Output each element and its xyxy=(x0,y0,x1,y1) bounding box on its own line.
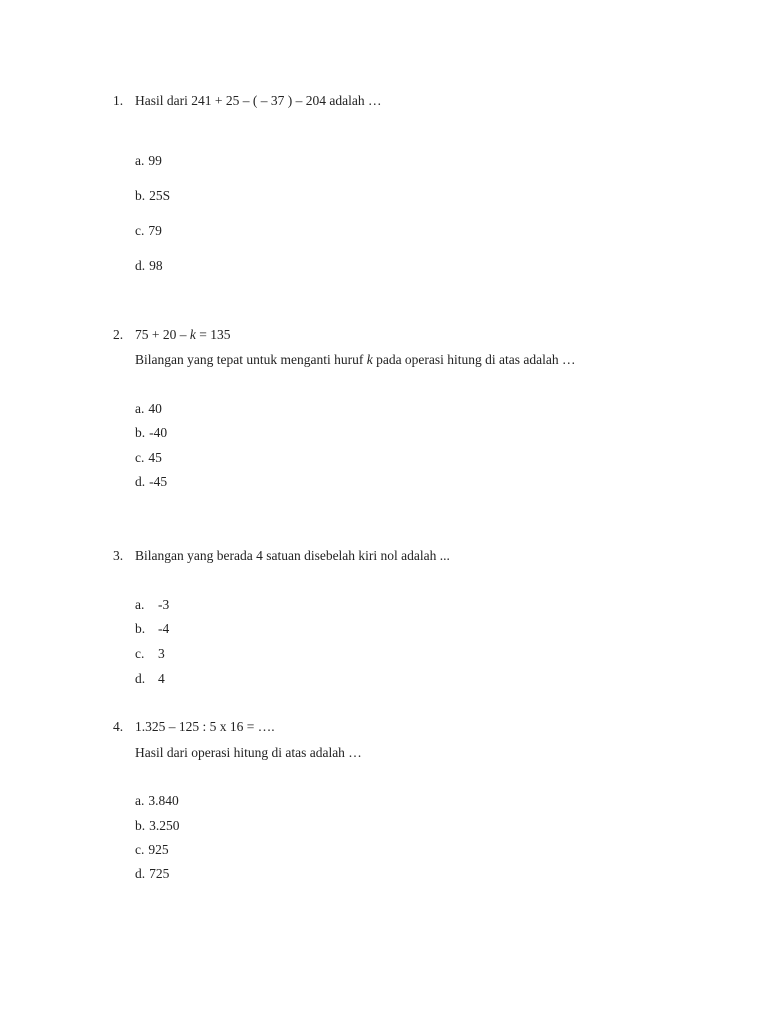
option-letter: a. xyxy=(135,597,145,612)
option-letter: c. xyxy=(135,223,145,238)
equation-pre: 75 + 20 – xyxy=(135,327,190,342)
question-text xyxy=(135,352,576,368)
equation-variable: k xyxy=(189,327,196,342)
option-text: -45 xyxy=(149,474,168,489)
text-post: pada operasi hitung di atas adalah … xyxy=(372,352,576,367)
option-a xyxy=(135,401,162,417)
option-letter: a. xyxy=(135,153,145,168)
question-equation xyxy=(135,327,231,343)
option-b xyxy=(135,188,170,204)
option-text: -4 xyxy=(158,621,170,636)
option-a xyxy=(135,597,169,613)
option-letter: a. xyxy=(135,793,145,808)
option-text: -40 xyxy=(149,425,168,440)
option-letter: b. xyxy=(135,818,146,833)
option-letter: d. xyxy=(135,258,146,273)
option-text: 925 xyxy=(148,842,169,857)
option-letter: d. xyxy=(135,671,146,686)
question-text: Bilangan yang berada 4 satuan disebelah kiri nol adalah ... xyxy=(135,548,450,563)
option-text: 3.250 xyxy=(149,818,180,833)
option-b xyxy=(135,818,180,834)
question-number: 3. xyxy=(113,548,124,563)
option-letter: d. xyxy=(135,474,146,489)
option-text: 99 xyxy=(148,153,162,168)
option-text: 725 xyxy=(149,866,170,881)
option-letter: b. xyxy=(135,425,146,440)
option-b xyxy=(135,621,169,637)
option-d xyxy=(135,474,167,490)
question-text: Hasil dari 241 + 25 – ( – 37 ) – 204 adalah … xyxy=(135,93,382,108)
option-a xyxy=(135,793,179,809)
option-d xyxy=(135,866,169,882)
text-variable: k xyxy=(366,352,373,367)
option-text: 45 xyxy=(148,450,162,465)
question-text: Hasil dari operasi hitung di atas adalah … xyxy=(135,745,362,760)
option-letter: c. xyxy=(135,646,145,661)
question-number: 4. xyxy=(113,719,124,734)
question-number: 2. xyxy=(113,327,124,342)
option-b xyxy=(135,425,167,441)
option-letter: c. xyxy=(135,842,145,857)
option-c xyxy=(135,646,165,662)
option-c xyxy=(135,223,162,239)
option-text: 3.840 xyxy=(148,793,179,808)
option-text: 79 xyxy=(148,223,162,238)
question-equation: 1.325 – 125 : 5 x 16 = …. xyxy=(135,719,275,734)
option-letter: c. xyxy=(135,450,145,465)
option-text: 3 xyxy=(158,646,165,661)
option-letter: b. xyxy=(135,188,146,203)
option-text: 40 xyxy=(148,401,162,416)
option-a xyxy=(135,153,162,169)
option-text: 25S xyxy=(149,188,171,203)
option-text: -3 xyxy=(158,597,170,612)
option-c xyxy=(135,450,162,466)
question-number: 1. xyxy=(113,93,124,108)
text-pre: Bilangan yang tepat untuk menganti huruf xyxy=(135,352,367,367)
equation-post: = 135 xyxy=(195,327,231,342)
option-letter: d. xyxy=(135,866,146,881)
option-d xyxy=(135,671,165,687)
option-letter: b. xyxy=(135,621,146,636)
option-d xyxy=(135,258,163,274)
option-text: 4 xyxy=(158,671,165,686)
option-letter: a. xyxy=(135,401,145,416)
option-c xyxy=(135,842,169,858)
option-text: 98 xyxy=(149,258,163,273)
